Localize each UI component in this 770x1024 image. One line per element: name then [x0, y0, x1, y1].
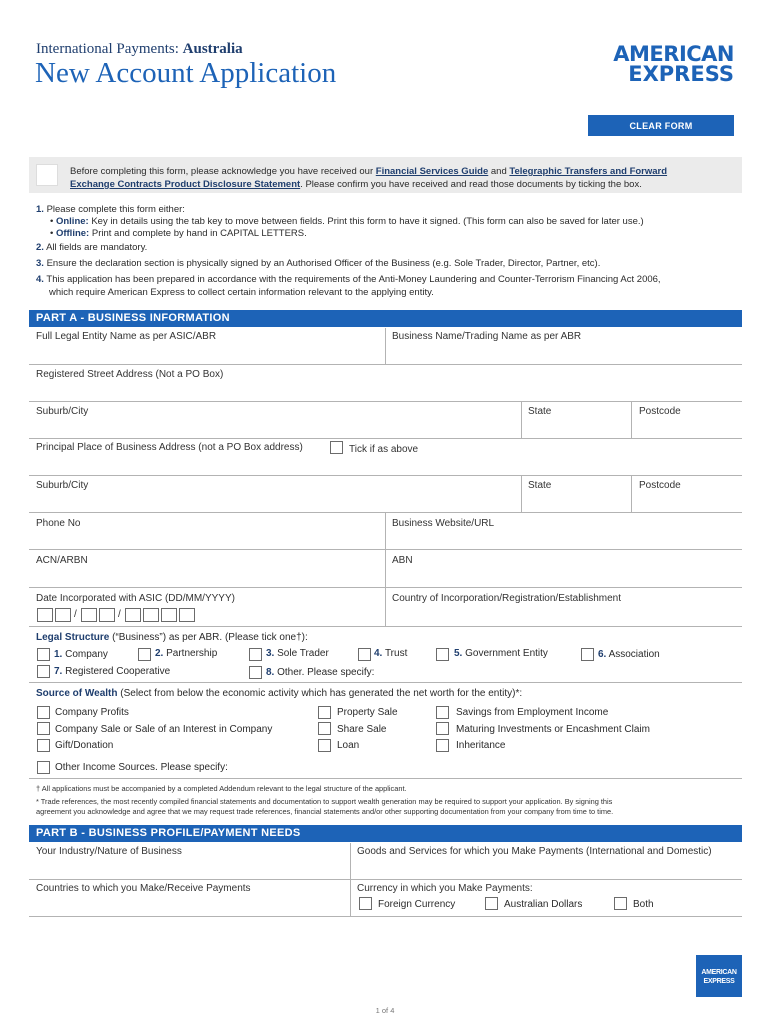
instruction-bullet-online: • Online: Key in details using the tab key to move between fields. Print this form to have it signed. (This form can also be saved for later use.): [50, 216, 644, 227]
date-year-2[interactable]: [143, 608, 159, 622]
online-text: Key in details using the tab key to move between fields. Print this form to have it signed. (This form can also be saved for later use.): [88, 216, 644, 227]
instruction-4-number: 4.: [36, 274, 44, 285]
mini-logo-line-2: EXPRESS: [703, 978, 735, 985]
legal-government-checkbox[interactable]: [436, 648, 449, 661]
offline-label: Offline:: [55, 228, 90, 239]
legal-structure-instruction: (“Business”) as per ABR. (Please tick one†):: [109, 632, 308, 643]
same-as-above-label: Tick if as above: [349, 444, 419, 455]
state-label: State: [528, 406, 552, 417]
page-number: 1 of 4: [375, 1006, 395, 1015]
financial-services-guide-link[interactable]: Financial Services Guide: [375, 166, 489, 177]
state-2-input[interactable]: [523, 476, 629, 512]
divider: [385, 513, 386, 549]
website-label: Business Website/URL: [392, 518, 495, 529]
divider: [521, 402, 522, 438]
divider: [521, 476, 522, 512]
ack-text-3: . Please confirm you have received and read those documents by ticking the box.: [300, 179, 642, 190]
legal-structure-title: Legal Structure: [36, 632, 110, 643]
instruction-1: [36, 204, 185, 215]
instruction-3-number: 3.: [36, 258, 44, 269]
wealth-savings-checkbox[interactable]: [436, 706, 449, 719]
legal-structure-heading: [36, 632, 308, 643]
divider: [29, 438, 742, 439]
part-a-header: PART A - BUSINESS INFORMATION: [29, 310, 742, 327]
legal-company-label: [54, 649, 108, 660]
option-number: 7.: [54, 666, 63, 677]
website-input[interactable]: [387, 513, 741, 549]
wealth-other-label: Other Income Sources. Please specify:: [55, 762, 228, 773]
legal-cooperative-checkbox[interactable]: [37, 665, 50, 678]
offline-text: Print and complete by hand in CAPITAL LETTERS.: [89, 228, 307, 239]
phone-label: Phone No: [36, 518, 81, 529]
currency-aud-label: Australian Dollars: [504, 899, 583, 910]
registered-address-input[interactable]: [30, 365, 741, 401]
page-title: New Account Application: [35, 57, 337, 89]
wealth-company-sale-checkbox[interactable]: [37, 722, 50, 735]
option-text: Company: [62, 649, 108, 660]
acknowledge-text-line1: [70, 166, 667, 177]
wealth-other-checkbox[interactable]: [37, 761, 50, 774]
legal-sole-trader-label: [266, 648, 329, 659]
wealth-investments-checkbox[interactable]: [436, 722, 449, 735]
wealth-loan-checkbox[interactable]: [318, 739, 331, 752]
full-legal-name-label: Full Legal Entity Name as per ASIC/ABR: [36, 331, 217, 342]
wealth-property-sale-checkbox[interactable]: [318, 706, 331, 719]
divider: [385, 328, 386, 364]
legal-other-label: [266, 667, 374, 678]
wealth-property-sale-label: Property Sale: [337, 707, 398, 718]
source-of-wealth-title: Source of Wealth: [36, 688, 118, 699]
date-incorporated-label: Date Incorporated with ASIC (DD/MM/YYYY): [36, 593, 235, 604]
option-number: 5.: [454, 648, 463, 659]
goods-services-label: Goods and Services for which you Make Payments (International and Domestic): [357, 846, 712, 857]
date-separator: /: [118, 609, 121, 620]
legal-company-checkbox[interactable]: [37, 648, 50, 661]
source-of-wealth-instruction: (Select from below the economic activity which has generated the net worth for the entity)*:: [117, 688, 523, 699]
subtitle-plain: International Payments:: [36, 41, 183, 57]
wealth-other-input[interactable]: [240, 760, 741, 776]
wealth-company-profits-checkbox[interactable]: [37, 706, 50, 719]
instruction-1-text: Please complete this form either:: [46, 204, 185, 215]
instruction-4-cont: which require American Express to collect certain information relevant to the applying entity.: [49, 287, 434, 298]
suburb-2-label: Suburb/City: [36, 480, 89, 491]
postcode-2-input[interactable]: [633, 476, 741, 512]
legal-association-checkbox[interactable]: [581, 648, 594, 661]
abn-input[interactable]: [387, 550, 741, 587]
state-input[interactable]: [523, 402, 629, 438]
divider: [350, 880, 351, 916]
option-number: 3.: [266, 648, 275, 659]
amex-mini-logo: [696, 955, 742, 997]
countries-input[interactable]: [30, 880, 348, 916]
acknowledge-checkbox[interactable]: [36, 164, 58, 186]
divider: [350, 843, 351, 879]
legal-government-label: [454, 648, 548, 659]
instruction-2: [36, 242, 147, 253]
divider: [29, 626, 742, 627]
country-incorporation-input[interactable]: [387, 607, 741, 625]
instruction-3: [36, 258, 600, 269]
option-text: Sole Trader: [274, 648, 329, 659]
date-day-2[interactable]: [55, 608, 71, 622]
wealth-share-sale-label: Share Sale: [337, 724, 387, 735]
option-number: 1.: [54, 649, 63, 660]
instruction-bullet-offline: • Offline: Print and complete by hand in CAPITAL LETTERS.: [50, 228, 307, 239]
wealth-company-sale-label: Company Sale or Sale of an Interest in Company: [55, 724, 273, 735]
wealth-investments-label: Maturing Investments or Encashment Claim: [456, 724, 650, 735]
date-month-2[interactable]: [99, 608, 115, 622]
goods-services-input[interactable]: [352, 843, 741, 879]
country-incorporation-label: Country of Incorporation/Registration/Establishment: [392, 593, 622, 604]
wealth-footnote-line2: agreement you acknowledge and agree that we may request trade references, financial statements and/or other supporting documentation from your company from time to time.: [36, 807, 614, 816]
divider: [385, 588, 386, 626]
full-legal-name-input[interactable]: [30, 328, 383, 364]
legal-cooperative-label: [54, 666, 170, 677]
legal-other-input[interactable]: [382, 664, 741, 680]
postcode-2-label: Postcode: [639, 480, 681, 491]
currency-label: Currency in which you Make Payments:: [357, 883, 533, 894]
date-separator: /: [74, 609, 77, 620]
industry-input[interactable]: [30, 843, 348, 879]
currency-aud-checkbox[interactable]: [485, 897, 498, 910]
instruction-4: [36, 274, 661, 285]
suburb-2-input[interactable]: [30, 476, 519, 512]
abn-label: ABN: [392, 555, 413, 566]
pds-link-part2[interactable]: Exchange Contracts Product Disclosure Statement: [70, 179, 301, 190]
date-day-1[interactable]: [37, 608, 53, 622]
currency-foreign-checkbox[interactable]: [359, 897, 372, 910]
logo-line-1: AMERICAN: [613, 42, 734, 66]
option-number: 2.: [155, 648, 164, 659]
trading-name-label: Business Name/Trading Name as per ABR: [392, 331, 582, 342]
instruction-3-text: Ensure the declaration section is physically signed by an Authorised Officer of the Business (e.g. Sole Trader, Director, Partner, etc).: [46, 258, 601, 269]
option-text: Partnership: [163, 648, 218, 659]
legal-trust-label: [374, 648, 407, 659]
wealth-share-sale-checkbox[interactable]: [318, 722, 331, 735]
currency-both-checkbox[interactable]: [614, 897, 627, 910]
amex-logo: [588, 44, 734, 84]
ack-text-2: and: [488, 166, 510, 177]
suburb-input[interactable]: [30, 402, 519, 438]
source-of-wealth-heading: [36, 688, 522, 699]
instruction-2-number: 2.: [36, 242, 44, 253]
phone-input[interactable]: [30, 513, 383, 549]
divider: [29, 778, 742, 779]
trading-name-input[interactable]: [387, 328, 741, 364]
countries-label: Countries to which you Make/Receive Payments: [36, 883, 251, 894]
postcode-input[interactable]: [633, 402, 741, 438]
registered-address-label: Registered Street Address (Not a PO Box): [36, 369, 224, 380]
same-as-above-checkbox[interactable]: [330, 441, 343, 454]
date-year-3[interactable]: [161, 608, 177, 622]
option-number: 8.: [266, 667, 275, 678]
part-b-header: PART B - BUSINESS PROFILE/PAYMENT NEEDS: [29, 825, 742, 842]
currency-both-label: Both: [633, 899, 654, 910]
divider: [29, 682, 742, 683]
online-label: Online:: [55, 216, 89, 227]
legal-structure-footnote: † All applications must be accompanied by a completed Addendum relevant to the legal structure of the applicant.: [36, 784, 407, 793]
divider: [385, 550, 386, 587]
mini-logo-line-1: AMERICAN: [701, 969, 737, 976]
option-number: 6.: [598, 649, 607, 660]
wealth-footnote-line1: * Trade references, the most recently compiled financial statements and documentation to support wealth generation may be required to support your application. By signing this: [36, 797, 613, 806]
divider: [631, 476, 632, 512]
instruction-4-text-a: This application has been prepared in accordance with the requirements of the Anti-Money Laundering and Counter-Terrorism Financing Act 2006,: [46, 274, 661, 285]
suburb-label: Suburb/City: [36, 406, 89, 417]
postcode-label: Postcode: [639, 406, 681, 417]
wealth-gift-label: Gift/Donation: [55, 740, 114, 751]
subtitle-bold: Australia: [182, 41, 243, 57]
wealth-savings-label: Savings from Employment Income: [456, 707, 609, 718]
principal-address-label: Principal Place of Business Address (not a PO Box address): [36, 442, 303, 453]
industry-label: Your Industry/Nature of Business: [36, 846, 182, 857]
instruction-2-text: All fields are mandatory.: [46, 242, 148, 253]
acn-label: ACN/ARBN: [36, 555, 88, 566]
date-year-4[interactable]: [179, 608, 195, 622]
divider: [631, 402, 632, 438]
legal-partnership-label: [155, 648, 217, 659]
option-text: Registered Cooperative: [62, 666, 171, 677]
legal-trust-checkbox[interactable]: [358, 648, 371, 661]
legal-other-checkbox[interactable]: [249, 666, 262, 679]
option-text: Government Entity: [462, 648, 548, 659]
divider: [29, 916, 742, 917]
option-text: Other. Please specify:: [274, 667, 375, 678]
acknowledge-text-line2: [70, 179, 642, 190]
clear-form-button[interactable]: CLEAR FORM: [588, 115, 734, 136]
legal-association-label: [598, 649, 660, 660]
wealth-inheritance-label: Inheritance: [456, 740, 506, 751]
pds-link-part1[interactable]: Telegraphic Transfers and Forward: [509, 166, 668, 177]
legal-sole-trader-checkbox[interactable]: [249, 648, 262, 661]
ack-text-1: Before completing this form, please acknowledge you have received our: [70, 166, 376, 177]
date-year-1[interactable]: [125, 608, 141, 622]
wealth-gift-checkbox[interactable]: [37, 739, 50, 752]
currency-foreign-label: Foreign Currency: [378, 899, 456, 910]
logo-line-2: EXPRESS: [628, 62, 734, 86]
option-text: Association: [606, 649, 660, 660]
date-month-1[interactable]: [81, 608, 97, 622]
form-subtitle: [36, 41, 243, 58]
legal-partnership-checkbox[interactable]: [138, 648, 151, 661]
option-number: 4.: [374, 648, 383, 659]
principal-address-input[interactable]: [30, 458, 741, 475]
wealth-company-profits-label: Company Profits: [55, 707, 129, 718]
instruction-1-number: 1.: [36, 204, 44, 215]
option-text: Trust: [382, 648, 408, 659]
acn-input[interactable]: [30, 550, 383, 587]
wealth-loan-label: Loan: [337, 740, 360, 751]
state-2-label: State: [528, 480, 552, 491]
wealth-inheritance-checkbox[interactable]: [436, 739, 449, 752]
